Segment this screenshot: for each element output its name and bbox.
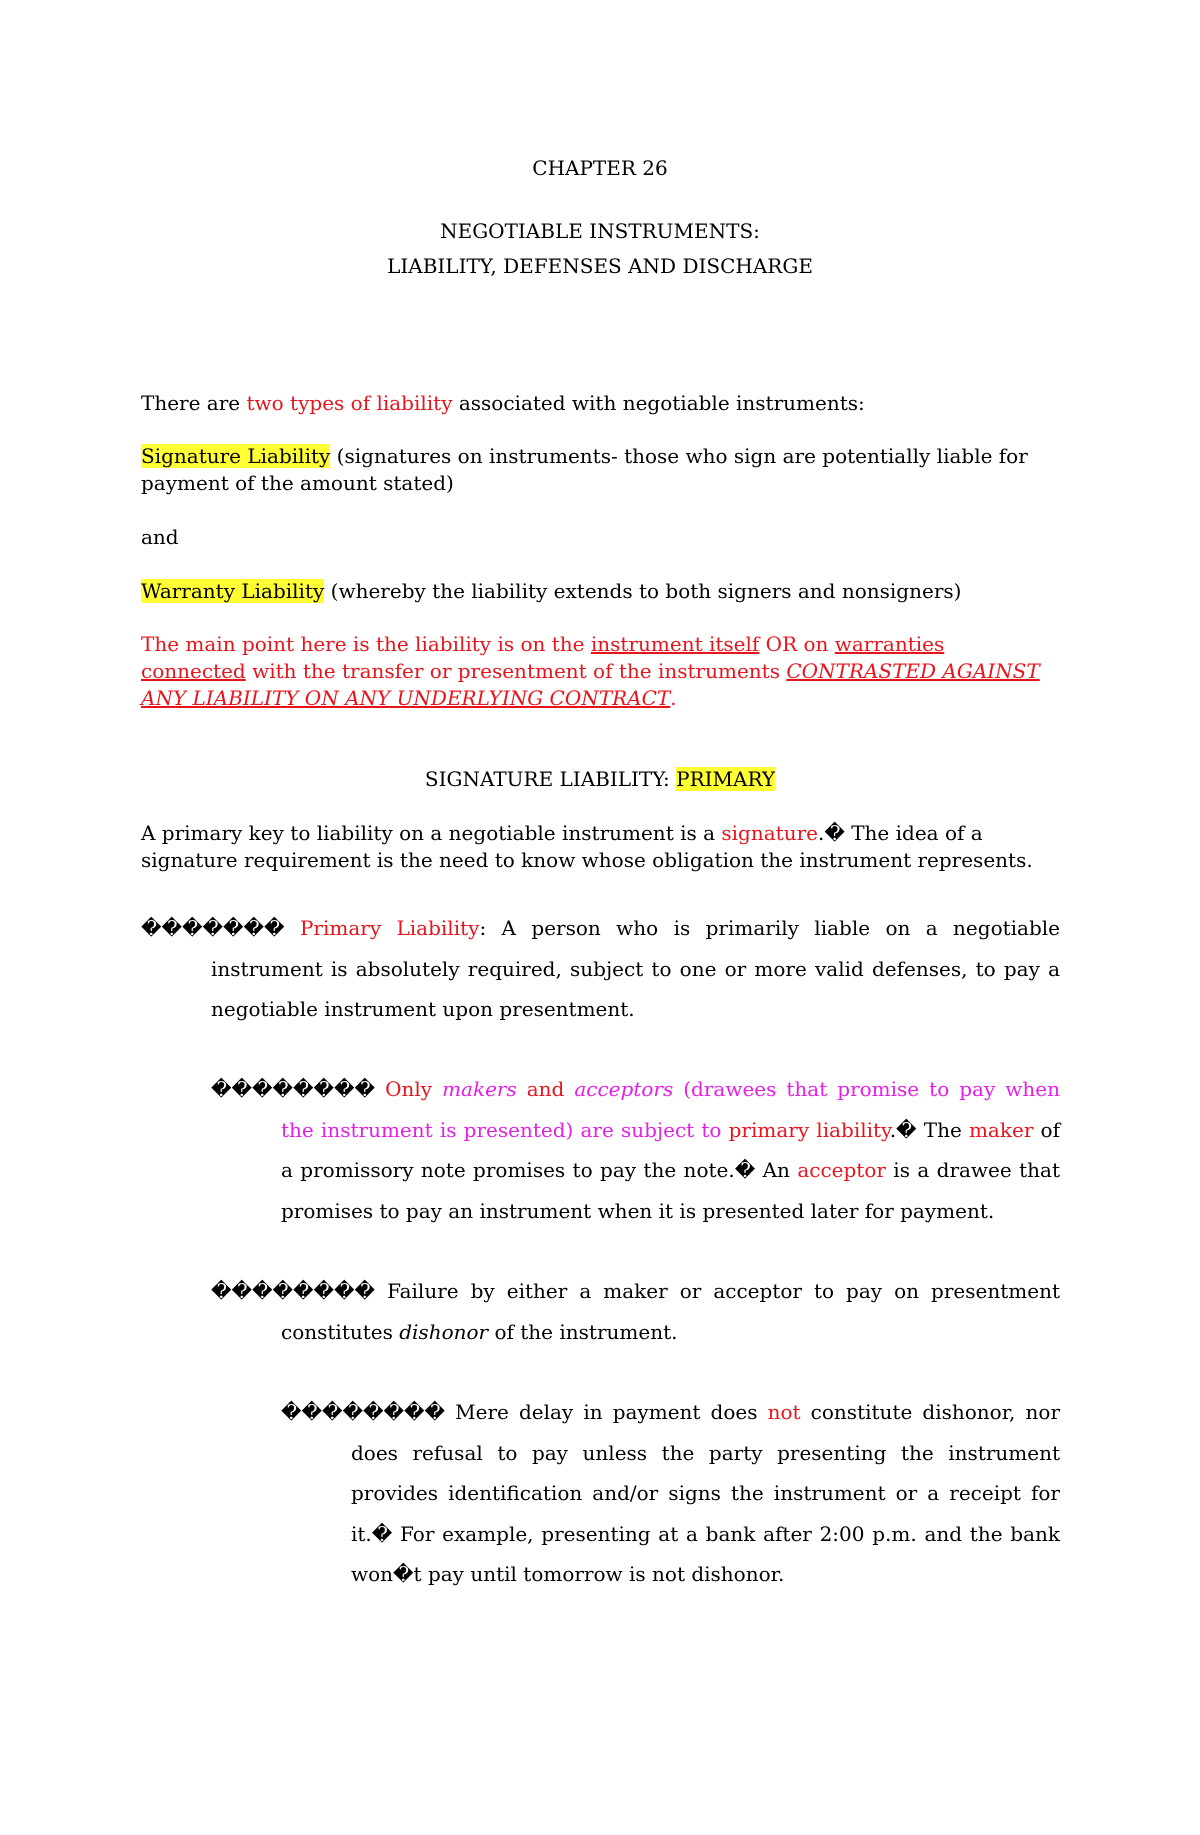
primary-highlight: PRIMARY [676, 767, 776, 791]
bullet-glyphs: �������� [211, 1077, 376, 1101]
bullet-glyphs: ������� [141, 916, 285, 940]
chapter-title-line-1: NEGOTIABLE INSTRUMENTS: [440, 219, 760, 243]
chapter-title-line-2: LIABILITY, DEFENSES AND DISCHARGE [387, 254, 813, 278]
and-paragraph: and [141, 525, 179, 549]
signature-liability-label: Signature Liability [141, 444, 331, 468]
bullet-glyphs: �������� [211, 1279, 376, 1303]
warranty-liability-label: Warranty Liability [141, 579, 325, 603]
signature-liability-paragraph: Signature Liability (signatures on instruments- those who sign are potentially liable for payment of the amount stated) [141, 444, 1028, 495]
signature-key-paragraph: A primary key to liability on a negotiable instrument is a signature.� The idea of a signature requirement is the need to know whose obligation the instrument represents. [141, 821, 1033, 872]
primary-liability-bullet: ������� Primary Liability: A person who is primarily liable on a negotiable instrument is absolutely required, subject to one or more valid defenses, to pay a negotiable instrument upon presentment. [141, 916, 1061, 1021]
bullet-glyphs: �������� [281, 1400, 446, 1424]
liability-types-emphasis: two types of liability [246, 391, 453, 415]
section-heading: SIGNATURE LIABILITY: PRIMARY [424, 767, 776, 791]
makers-acceptors-bullet: �������� Only makers and acceptors (drawees that promise to pay when the instrument is presented) are subject to primary liability.� The maker of a promissory note promises to pay the note.� An acceptor is a drawee that promises to pay an instrument when it is presented later for payment. [211, 1077, 1060, 1223]
delay-bullet: �������� Mere delay in payment does not constitute dishonor, nor does refusal to pay unless the party presenting the instrument provides identification and/or signs the instrument or a receipt for it.� For example, presenting at a bank after 2:00 p.m. and the bank won�t pay until tomorrow is not dishonor. [281, 1400, 1061, 1586]
chapter-number: CHAPTER 26 [532, 156, 668, 180]
intro-paragraph: There are two types of liability associated with negotiable instruments: [141, 391, 865, 415]
main-point-paragraph: The main point here is the liability is on the instrument itself OR on warranties connected with the transfer or presentment of the instruments CONTRASTED AGAINST ANY LIABILITY ON ANY UNDERLYING CONTRACT. [141, 632, 1040, 710]
dishonor-bullet: �������� Failure by either a maker or acceptor to pay on presentment constitutes dishonor of the instrument. [211, 1279, 1060, 1344]
warranty-liability-paragraph: Warranty Liability (whereby the liability extends to both signers and nonsigners) [141, 579, 962, 603]
